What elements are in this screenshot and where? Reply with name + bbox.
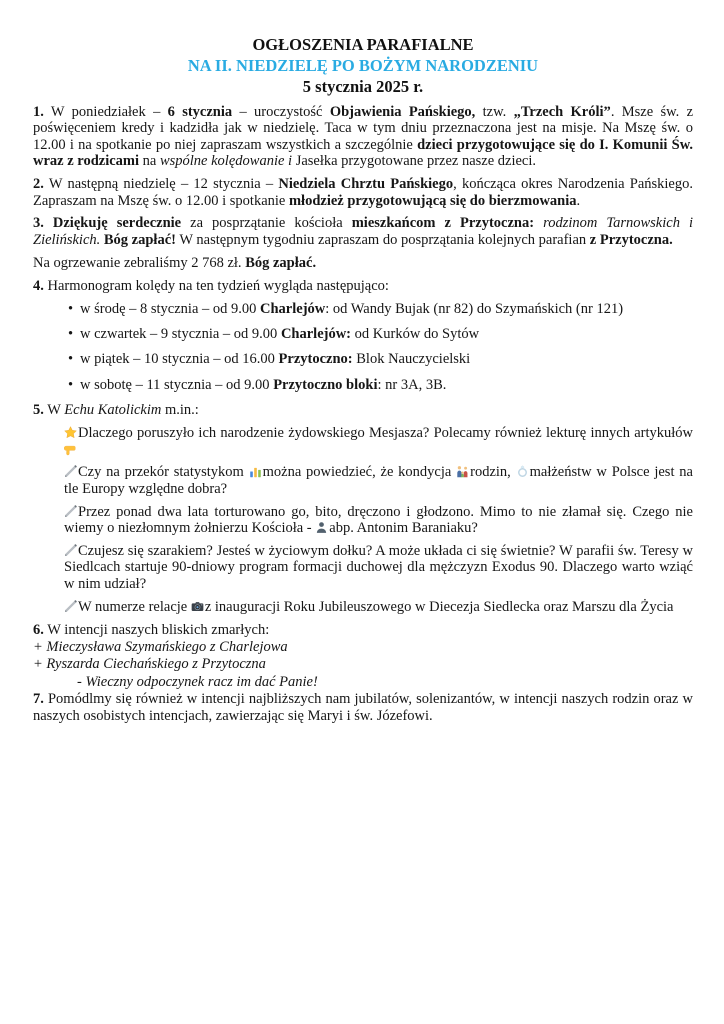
star-icon <box>64 426 77 439</box>
text-run: z Przytoczna. <box>589 231 673 248</box>
text-run: + Ryszarda Ciechańskiego z Przytoczna <box>33 656 266 673</box>
text-run: tzw. <box>475 104 514 120</box>
text-run: Niedziela Chrztu Pańskiego <box>278 176 454 193</box>
text-run: młodzież przygotowującą się do bierzmowania <box>288 192 577 209</box>
text-run: : od Wandy Bujak (nr 82) do Szymańskich (nr 121) <box>325 300 624 317</box>
echo-article-4 <box>64 543 693 592</box>
text-run: Czujesz się szarakiem? Jesteś w życiowym dołku? A może układa ci się świetnie? W parafii św. Teresy w Siedlcach startuje 90-dniowy program formacji duchowej dla mężczyzn Exodus 90. Dlaczego warto wziąć w nim udział? <box>64 543 693 592</box>
text-run: m.in.: <box>161 402 199 419</box>
text-run: Blok Nauczycielski <box>352 351 471 368</box>
text-run: Charlejów: <box>280 325 352 342</box>
text-run <box>534 215 543 231</box>
announcement-7 <box>33 691 693 724</box>
memorial-name-1 <box>33 639 693 655</box>
text-run: Przytoczno bloki <box>273 376 378 393</box>
echo-article-3 <box>64 504 693 537</box>
text-run: w sobotę – 11 stycznia – od 9.00 <box>80 376 274 393</box>
text-run: Czy na przekór statystykom <box>78 464 249 481</box>
family-icon <box>456 465 469 478</box>
text-run: 3. Dziękuję serdecznie <box>33 215 182 232</box>
text-run: . Msze św. z poświęceniem kredy i kadzidła jak w niedzielę. Taca w tym dniu przeznaczona jest na misje. Na Mszę św. o 12.00 i na spotkanie po niej zapraszam wszystkich a szczególnie <box>33 104 694 153</box>
memorial-prayer <box>33 674 693 690</box>
page-subtitle: NA II. NIEDZIELĘ PO BOŻYM NARODZENIU <box>187 56 539 75</box>
announcement-5 <box>33 402 693 418</box>
bust-icon <box>315 521 328 534</box>
text-run: W intencji naszych bliskich zmarłych: <box>43 621 270 638</box>
text-run: można powiedzieć, że kondycja <box>262 464 457 481</box>
koleda-schedule-item-4 <box>33 377 693 393</box>
koleda-schedule-item-3 <box>33 351 693 367</box>
text-run: W poniedziałek – <box>43 104 168 120</box>
text-run: 6 stycznia <box>167 104 233 120</box>
pencil-icon <box>64 544 77 557</box>
text-run: : nr 3A, 3B. <box>377 376 447 393</box>
pencil-icon <box>64 465 77 478</box>
text-run: dzieci przygotowujące się do I. Komunii Św. wraz z rodzicami <box>33 136 693 170</box>
text-run: Charlejów <box>260 300 326 317</box>
pencil-icon <box>64 505 77 518</box>
text-run: Pomódlmy się również w intencji najbliższych nam jubilatów, solenizantów, w intencji naszych rodzin oraz w naszych osobistych intencjach, zawierzając się Maryi i św. Józefowi. <box>33 691 693 724</box>
announcement-2 <box>33 176 693 209</box>
text-run: 7. <box>33 691 44 708</box>
ring-icon <box>516 465 529 478</box>
text-run: . <box>576 192 581 209</box>
text-run: W następnym tygodniu zapraszam do posprzątania kolejnych parafian <box>175 231 590 248</box>
text-run: małżeństw w Polsce jest na tle Europy względne dobra? <box>64 464 693 497</box>
announcement-6 <box>33 622 693 638</box>
bar-chart-icon <box>249 465 262 478</box>
text-run: Echu Katolickim <box>64 402 162 419</box>
text-run: Objawienia Pańskiego, <box>329 104 476 120</box>
page-title: OGŁOSZENIA PARAFIALNE <box>252 35 474 54</box>
text-run: 5. <box>33 402 44 419</box>
text-run: Na ogrzewanie zebraliśmy 2 768 zł. <box>33 254 246 271</box>
koleda-schedule-item-1 <box>33 301 693 317</box>
pencil-icon <box>64 600 77 613</box>
text-run: rodzin, <box>470 464 516 481</box>
text-run: wspólne kolędowanie i <box>159 153 293 170</box>
text-run: W numerze relacje <box>78 598 191 615</box>
text-run: Przytoczno: <box>278 351 353 368</box>
text-run: w piątek – 10 stycznia – od 16.00 <box>80 351 279 368</box>
text-run: na <box>139 153 160 170</box>
echo-article-5 <box>64 599 693 615</box>
announcement-4 <box>33 278 693 294</box>
heating-collection-note <box>33 255 693 271</box>
text-run: , kończąca okres Narodzenia Pańskiego. Zapraszam na Mszę św. o 12.00 i spotkanie <box>33 176 693 209</box>
echo-article-2 <box>64 464 693 497</box>
text-run: Bóg zapłać! <box>103 231 176 248</box>
announcement-1 <box>33 104 693 170</box>
text-run: Dlaczego poruszyło ich narodzenie żydowskiego Mesjasza? Polecamy również lekturę innych artykułów <box>78 425 693 442</box>
echo-article-1 <box>64 425 693 458</box>
text-run: z inauguracji Roku Jubileuszowego w Diecezja Siedlecka oraz Marszu dla Życia <box>204 598 674 615</box>
text-run: + Mieczysława Szymańskiego z Charlejowa <box>33 639 288 656</box>
text-run: Harmonogram kolędy na ten tydzień wygląda następująco: <box>43 277 389 294</box>
koleda-schedule-item-2 <box>33 326 693 342</box>
text-run: mieszkańcom z Przytoczna: <box>351 215 535 232</box>
text-run: w czwartek – 9 stycznia – od 9.00 <box>80 325 281 342</box>
text-run: rodzinom Tarnowskich i Zielińskich. <box>33 215 694 248</box>
text-run: 1. <box>33 104 44 120</box>
memorial-name-2 <box>33 656 693 672</box>
text-run: od Kurków do Sytów <box>351 325 480 342</box>
camera-icon <box>191 600 204 613</box>
text-run: „Trzech Króli” <box>513 104 611 120</box>
text-run: W następną niedzielę – 12 stycznia – <box>43 176 279 193</box>
text-run: abp. Antonim Baraniaku? <box>329 520 478 537</box>
text-run: – uroczystość <box>232 104 330 120</box>
pointing-down-icon <box>64 443 77 456</box>
text-run: 6. <box>33 621 44 638</box>
text-run: 4. <box>33 277 44 294</box>
document-date: 5 stycznia 2025 r. <box>302 77 424 96</box>
text-run: Bóg zapłać. <box>245 254 317 271</box>
text-run: Jasełka przygotowane przez nasze dzieci. <box>292 153 537 170</box>
text-run: w środę – 8 stycznia – od 9.00 <box>80 300 261 317</box>
text-run: za posprzątanie kościoła <box>181 215 352 232</box>
document-body <box>33 104 693 724</box>
text-run: Przez ponad dwa lata torturowano go, bito, dręczono i głodzono. Mimo to nie złamał się. Czego nie wiemy o niezłomnym żołnierzu Kościoła - <box>64 503 693 537</box>
text-run: 2. <box>33 176 44 193</box>
text-run: W <box>43 402 65 419</box>
text-run: - Wieczny odpoczynek racz im dać Panie! <box>77 673 318 690</box>
announcement-3 <box>33 215 693 248</box>
